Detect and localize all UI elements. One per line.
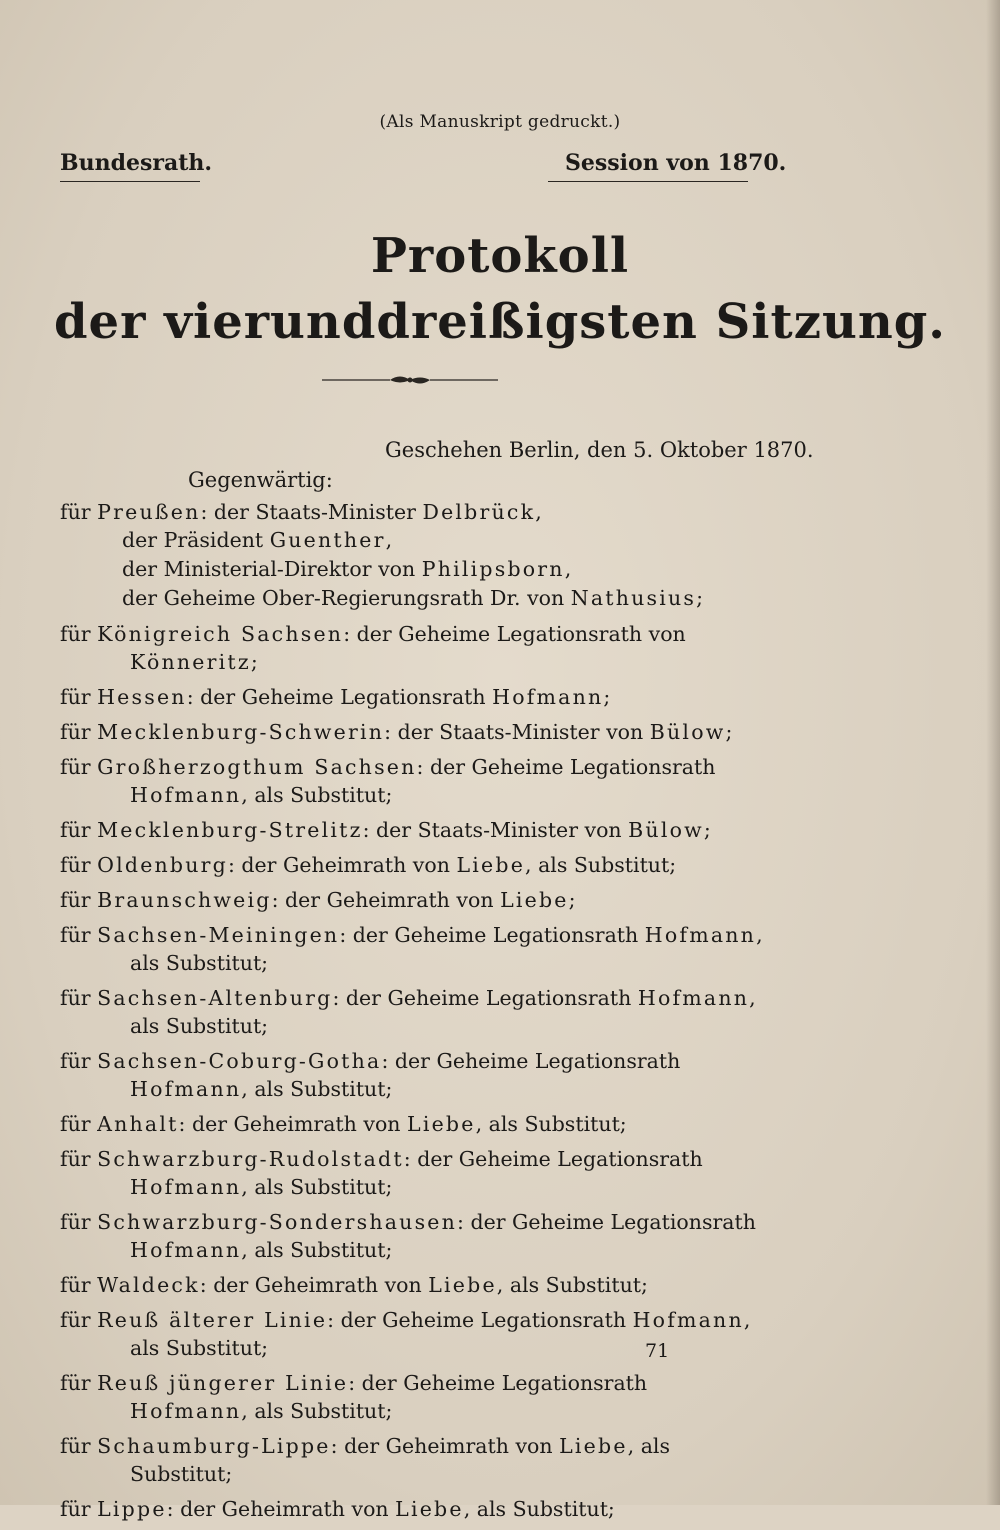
member-end: ,	[564, 557, 572, 581]
state-name: Sachsen-Coburg-Gotha	[97, 1049, 382, 1073]
member-end: ,	[385, 528, 393, 552]
member-name: Liebe	[395, 1497, 464, 1521]
member-role: der Geheime Legationsrath von	[356, 622, 686, 646]
attendance-list	[60, 498, 770, 1530]
state-name: Reuß älterer Linie	[97, 1308, 328, 1332]
member-name: Hofmann	[130, 783, 242, 807]
state-name: Mecklenburg-Schwerin	[97, 720, 385, 744]
attendance-entry: für Mecklenburg-Schwerin: der Staats-Minister von Bülow;	[60, 720, 733, 744]
prussia-member	[60, 526, 770, 555]
entry-tail: ;	[703, 818, 711, 842]
member-name: Liebe	[456, 853, 526, 877]
member-end: ;	[696, 586, 704, 610]
entry-tail: ;	[568, 888, 576, 912]
state-name: Großherzogthum Sachsen	[97, 755, 417, 779]
member-role: der Ministerial-Direktor von	[122, 557, 416, 581]
state-name: Sachsen-Meiningen	[97, 923, 340, 947]
page-edge-shadow	[986, 0, 1000, 1505]
member-name: Philipsborn	[421, 557, 565, 581]
member-role: der Geheimrath von	[191, 1112, 401, 1136]
state-name: Schwarzburg-Sondershausen	[97, 1210, 458, 1234]
header-right: Session von 1870.	[565, 150, 787, 176]
member-role: der Geheime Legationsrath	[345, 986, 632, 1010]
state-name: Schwarzburg-Rudolstadt	[97, 1147, 404, 1171]
state-name: Reuß jüngerer Linie	[97, 1371, 349, 1395]
attendance-entry: für Anhalt: der Geheimrath von Liebe, als Substitut;	[60, 1112, 627, 1136]
member-name: Liebe	[428, 1273, 497, 1297]
state-name: Schaumburg-Lippe	[97, 1434, 331, 1458]
member-role: der Staats-Minister von	[376, 818, 622, 842]
entry-tail: , als Substitut;	[130, 1434, 671, 1486]
attendance-entry: für Reuß jüngerer Linie: der Geheime Legationsrath Hofmann, als Substitut;	[60, 1371, 648, 1423]
member-role: der Geheime Legationsrath	[417, 1147, 703, 1171]
print-note: (Als Manuskript gedruckt.)	[379, 112, 621, 132]
member-name: Hofmann	[130, 1238, 242, 1262]
entry-tail: , als Substitut;	[241, 783, 393, 807]
attendance-entry: für Sachsen-Coburg-Gotha: der Geheime Legationsrath Hofmann, als Substitut;	[60, 1049, 681, 1101]
member-role: der Geheime Legationsrath	[429, 755, 716, 779]
state-name: Waldeck	[97, 1273, 200, 1297]
entry-tail: ;	[603, 685, 611, 709]
attendance-entry: für Sachsen-Meiningen: der Geheime Legationsrath Hofmann, als Substitut;	[60, 923, 763, 975]
member-role: der Geheimrath von	[180, 1497, 389, 1521]
member-name: Könneritz	[130, 650, 251, 674]
member-name: Liebe	[559, 1434, 628, 1458]
member-name: Hofmann	[130, 1399, 242, 1423]
attendance-entry: für Lippe: der Geheimrath von Liebe, als Substitut;	[60, 1497, 615, 1521]
member-role: der Staats-Minister	[213, 500, 416, 524]
page-number: 71	[645, 1340, 670, 1362]
document-title: Protokoll	[370, 228, 630, 284]
attendance-entry: für Königreich Sachsen: der Geheime Legationsrath von Könneritz;	[60, 622, 686, 674]
entry-tail: , als Substitut;	[130, 923, 763, 975]
entry-tail: , als Substitut;	[130, 986, 756, 1038]
member-name: Hofmann	[637, 986, 750, 1010]
present-label: Gegenwärtig:	[188, 468, 333, 492]
member-name: Bülow	[649, 720, 726, 744]
state-name: Lippe	[97, 1497, 167, 1521]
document-subtitle: der vierunddreißigsten Sitzung.	[53, 294, 947, 350]
attendance-entry: für Schaumburg-Lippe: der Geheimrath von Liebe, als Substitut;	[60, 1434, 671, 1486]
entry-tail: , als Substitut;	[130, 1308, 751, 1360]
state-name: Königreich Sachsen	[97, 622, 344, 646]
attendance-entry: für Braunschweig: der Geheimrath von Liebe;	[60, 888, 576, 912]
prussia-member	[60, 555, 770, 584]
member-role: der Geheimrath von	[344, 1434, 553, 1458]
entry-tail: , als Substitut;	[463, 1497, 615, 1521]
entry-tail: , als Substitut;	[496, 1273, 648, 1297]
member-name: Hofmann	[130, 1175, 242, 1199]
attendance-entry: für Mecklenburg-Strelitz: der Staats-Minister von Bülow;	[60, 818, 711, 842]
member-name: Bülow	[628, 818, 704, 842]
member-role: der Geheime Legationsrath	[361, 1371, 648, 1395]
member-role: der Geheimrath von	[213, 1273, 422, 1297]
member-role: der Geheime Legationsrath	[340, 1308, 627, 1332]
entry-tail: , als Substitut;	[241, 1077, 393, 1101]
header-left: Bundesrath.	[60, 150, 213, 176]
state-name: Preußen	[97, 500, 201, 524]
entry-tail: ;	[725, 720, 733, 744]
member-role: der Staats-Minister von	[397, 720, 644, 744]
member-role: der Geheime Legationsrath	[394, 1049, 681, 1073]
attendance-entry: für Hessen: der Geheime Legationsrath Hofmann;	[60, 685, 611, 709]
member-name: Hofmann	[492, 685, 604, 709]
member-role: der Geheimrath von	[241, 853, 450, 877]
member-role: der Geheime Legationsrath	[200, 685, 486, 709]
attendance-entry: für Waldeck: der Geheimrath von Liebe, als Substitut;	[60, 1273, 648, 1297]
state-name: Hessen	[97, 685, 187, 709]
member-name: Liebe	[407, 1112, 476, 1136]
header-left-rule	[60, 181, 200, 182]
attendance-entry: für Oldenburg: der Geheimrath von Liebe, als Substitut;	[60, 853, 677, 877]
member-name: Liebe	[500, 888, 569, 912]
attendance-entry: für Reuß älterer Linie: der Geheime Legationsrath Hofmann, als Substitut;	[60, 1308, 751, 1360]
entry-tail: , als Substitut;	[475, 1112, 627, 1136]
state-name: Oldenburg	[97, 853, 228, 877]
prussia-member	[60, 584, 770, 613]
state-name: Sachsen-Altenburg	[97, 986, 333, 1010]
member-role: der Präsident	[122, 528, 264, 552]
state-name: Braunschweig	[97, 888, 272, 912]
entry-tail: ;	[250, 650, 258, 674]
entry-tail: , als Substitut;	[525, 853, 677, 877]
member-role: der Geheime Legationsrath	[352, 923, 639, 947]
attendance-entry: für Sachsen-Altenburg: der Geheime Legationsrath Hofmann, als Substitut;	[60, 986, 756, 1038]
entry-tail: , als Substitut;	[241, 1238, 393, 1262]
ornament-divider	[320, 370, 500, 390]
attendance-entry: für Schwarzburg-Sondershausen: der Geheime Legationsrath Hofmann, als Substitut;	[60, 1210, 756, 1262]
member-name: Hofmann	[632, 1308, 744, 1332]
header-right-rule	[548, 181, 748, 182]
member-role: der Geheime Ober-Regierungsrath Dr. von	[122, 586, 565, 610]
attendance-entry: für Schwarzburg-Rudolstadt: der Geheime Legationsrath Hofmann, als Substitut;	[60, 1147, 703, 1199]
entry-tail: , als Substitut;	[241, 1399, 393, 1423]
member-name: Delbrück	[422, 500, 536, 524]
member-role: der Geheime Legationsrath	[470, 1210, 756, 1234]
member-name: Guenther	[269, 528, 386, 552]
member-name: Hofmann	[644, 923, 757, 947]
member-role: der Geheimrath von	[285, 888, 494, 912]
attendance-entry: für Großherzogthum Sachsen: der Geheime Legationsrath Hofmann, als Substitut;	[60, 755, 716, 807]
member-name: Nathusius	[570, 586, 697, 610]
state-name: Mecklenburg-Strelitz	[97, 818, 363, 842]
entry-tail: , als Substitut;	[241, 1175, 393, 1199]
member-name: Hofmann	[130, 1077, 242, 1101]
member-end: ,	[535, 500, 542, 524]
entry-lead: für	[60, 500, 91, 524]
dateline: Geschehen Berlin, den 5. Oktober 1870.	[385, 438, 814, 462]
state-name: Anhalt	[97, 1112, 179, 1136]
state-entries	[60, 620, 770, 1523]
attendance-entry-prussia: für Preußen: der Staats-Minister Delbrück,	[60, 500, 542, 524]
